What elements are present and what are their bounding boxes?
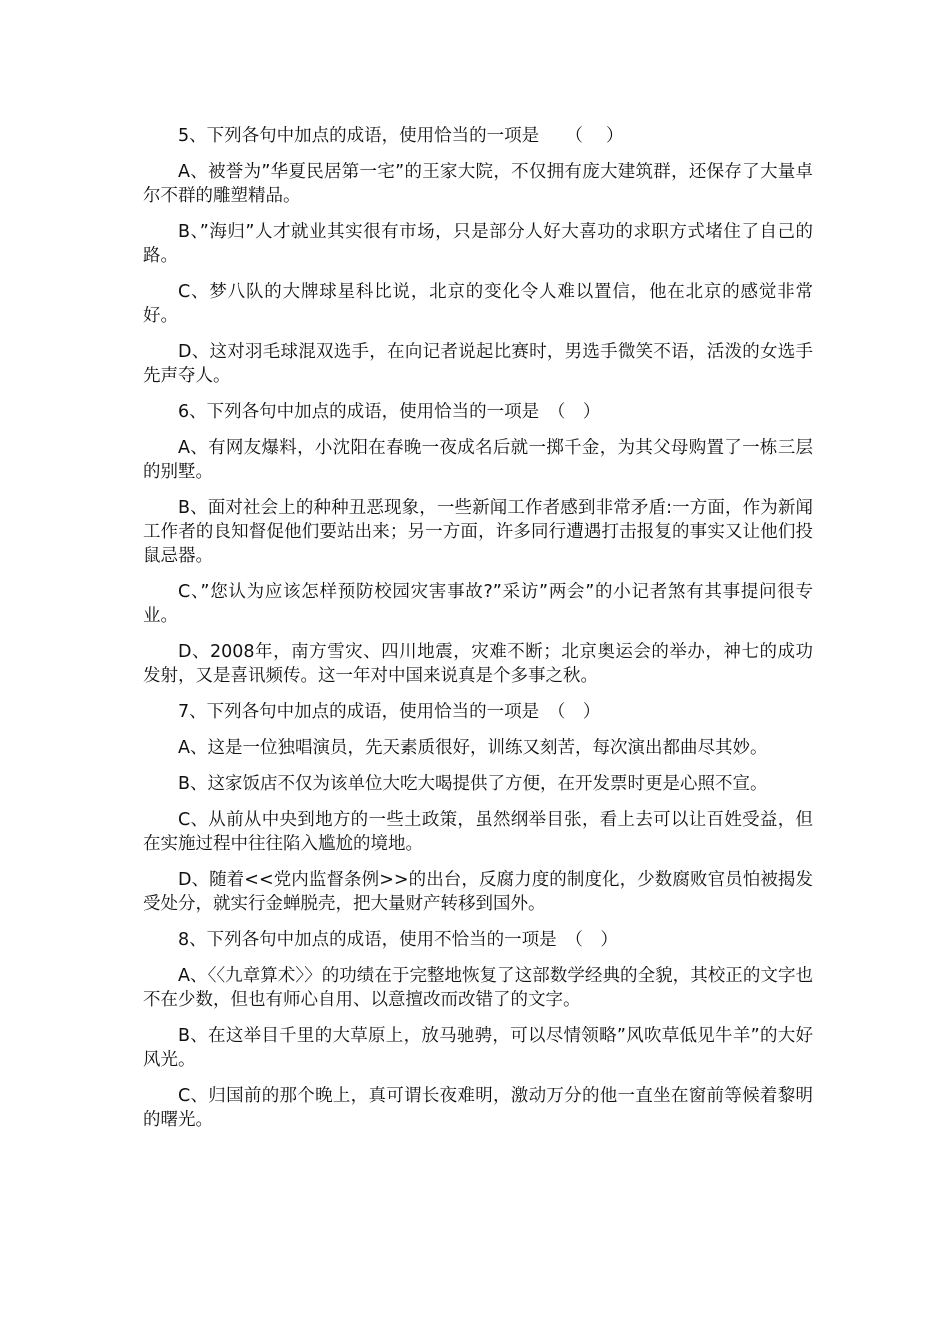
- question-5-option-a: A、被誉为”华夏民居第一宅”的王家大院，不仅拥有庞大建筑群，还保存了大量卓尔不群的雕塑精品。: [143, 162, 813, 206]
- question-7-stem: 7、下列各句中加点的成语，使用恰当的一项是 （ ）: [178, 702, 601, 722]
- question-8-option-c: C、归国前的那个晚上，真可谓长夜难明，激动万分的他一直坐在窗前等候着黎明的曙光。: [143, 1086, 813, 1130]
- question-7-option-a: A、这是一位独唱演员，先天素质很好，训练又刻苦，每次演出都曲尽其妙。: [178, 738, 768, 758]
- question-6-option-c: C、”您认为应该怎样预防校园灾害事故?”采访”两会”的小记者煞有其事提问很专业。: [143, 582, 813, 626]
- question-5-stem: 5、下列各句中加点的成语，使用恰当的一项是 （ ）: [178, 126, 624, 146]
- question-8-option-a: A、〈〈九章算术〉〉的功绩在于完整地恢复了这部数学经典的全貌，其校正的文字也不在少数，但也有师心自用、以意擅改而改错了的文字。: [143, 966, 813, 1010]
- question-5-option-b: B、”海归”人才就业其实很有市场，只是部分人好大喜功的求职方式堵住了自己的路。: [143, 222, 813, 266]
- question-5-option-c: C、梦八队的大牌球星科比说，北京的变化令人难以置信，他在北京的感觉非常好。: [143, 282, 813, 326]
- question-5-option-d: D、这对羽毛球混双选手，在向记者说起比赛时，男选手微笑不语，活泼的女选手先声夺人。: [143, 342, 813, 386]
- question-7-option-b: B、这家饭店不仅为该单位大吃大喝提供了方便，在开发票时更是心照不宣。: [178, 774, 768, 794]
- question-list: [143, 124, 813, 1132]
- question-6-option-a: A、有网友爆料，小沈阳在春晚一夜成名后就一掷千金，为其父母购置了一栋三层的别墅。: [143, 438, 813, 482]
- question-7-option-c: C、从前从中央到地方的一些土政策，虽然纲举目张，看上去可以让百姓受益，但在实施过程中往往陷入尴尬的境地。: [143, 810, 813, 854]
- question-7-option-d: D、随着<<党内监督条例>>的出台，反腐力度的制度化，少数腐败官员怕被揭发受处分，就实行金蝉脱壳，把大量财产转移到国外。: [143, 870, 813, 914]
- question-6-option-b: B、面对社会上的种种丑恶现象，一些新闻工作者感到非常矛盾:一方面，作为新闻工作者的良知督促他们要站出来；另一方面，许多同行遭遇打击报复的事实又让他们投鼠忌器。: [143, 498, 813, 566]
- question-8-option-b: B、在这举目千里的大草原上，放马驰骋，可以尽情领略”风吹草低见牛羊”的大好风光。: [143, 1026, 813, 1070]
- question-6-option-d: D、2008年，南方雪灾、四川地震，灾难不断；北京奥运会的举办，神七的成功发射，又是喜讯频传。这一年对中国来说真是个多事之秋。: [143, 642, 813, 686]
- question-8-stem: 8、下列各句中加点的成语，使用不恰当的一项是 （ ）: [178, 930, 618, 950]
- question-6-stem: 6、下列各句中加点的成语，使用恰当的一项是 （ ）: [178, 402, 601, 422]
